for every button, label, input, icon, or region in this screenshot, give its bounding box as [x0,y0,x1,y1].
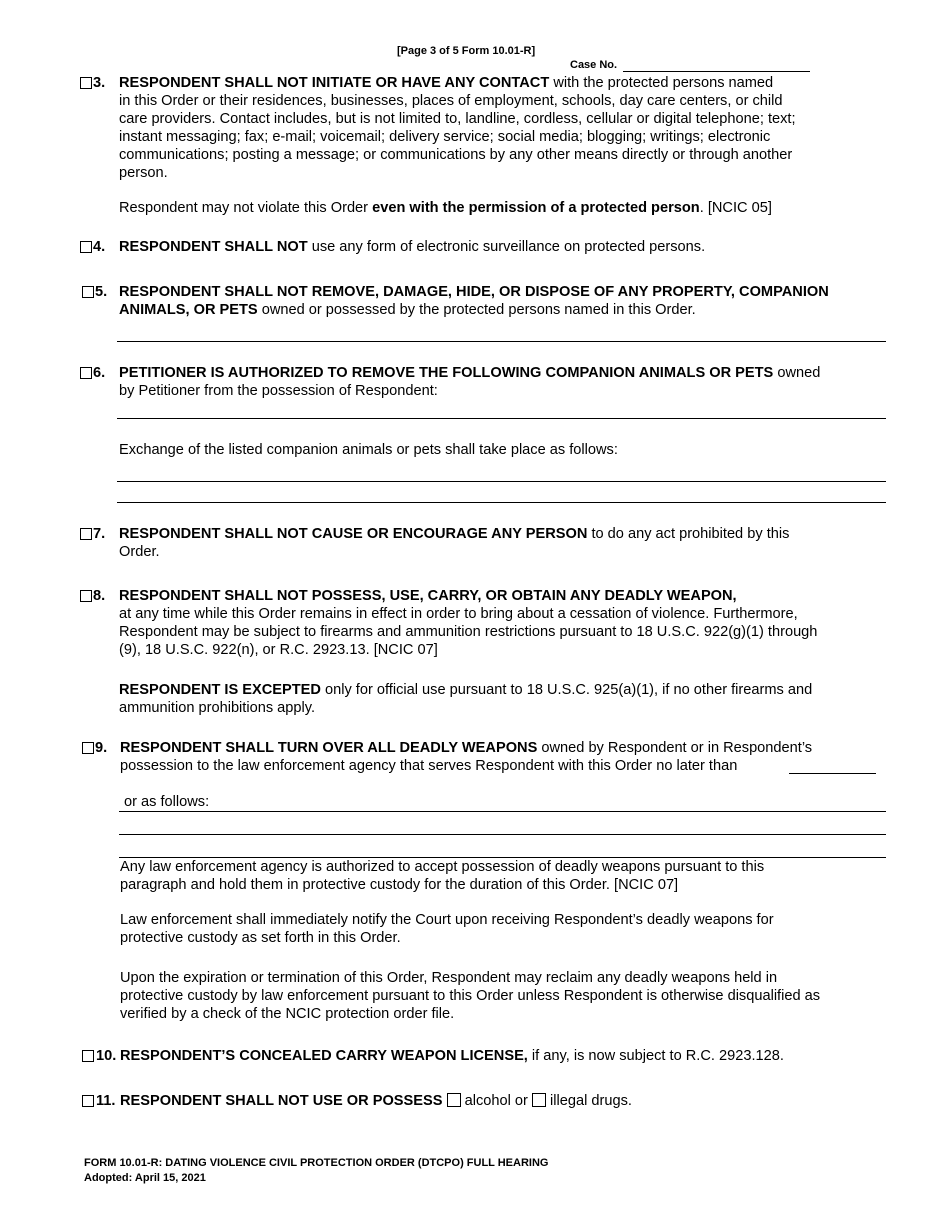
item-8-checkbox[interactable] [80,590,92,602]
item-9-custody-text: Any law enforcement agency is authorized to accept possession of deadly weapons pursuant to this paragraph and hold them in protective custody for the duration of this Order. [NCIC 07] [120,859,765,893]
item-3-heading: RESPONDENT SHALL NOT INITIATE OR HAVE ANY CONTACT [119,75,550,91]
item-9-or-as-follows: or as follows: [124,794,210,810]
item-11-number: 11. [96,1093,116,1109]
item-8-exception-text: RESPONDENT IS EXCEPTED only for official use pursuant to 18 U.S.C. 925(a)(1), if no other firearms and ammunition prohibitions apply. [119,682,813,716]
item-9-heading: RESPONDENT SHALL TURN OVER ALL DEADLY WEAPONS [120,740,538,756]
item-10-text: RESPONDENT’S CONCEALED CARRY WEAPON LICENSE, if any, is now subject to R.C. 2923.128. [120,1048,784,1064]
case-number-field[interactable] [623,71,810,72]
item-11-heading: RESPONDENT SHALL NOT USE OR POSSESS [120,1093,443,1109]
item-9-reclaim-text: Upon the expiration or termination of this Order, Respondent may reclaim any deadly weapons held in protective custody by law enforcement pursuant to this Order unless Respondent is otherwise disqualified as verified by a check of the NCIC protection order file. [120,970,821,1022]
item-5-checkbox[interactable] [82,286,94,298]
item-11-text [120,1092,880,1110]
item-8-heading: RESPONDENT SHALL NOT POSSESS, USE, CARRY, OR OBTAIN ANY DEADLY WEAPON, [119,588,737,604]
footer-form-title: FORM 10.01-R: DATING VIOLENCE CIVIL PROTECTION ORDER (DTCPO) FULL HEARING [84,1157,549,1169]
item-6-number: 6. [93,365,106,381]
item-4-checkbox[interactable] [80,241,92,253]
item-9-deadline-field[interactable] [789,773,876,774]
page-indicator: [Page 3 of 5 Form 10.01-R] [397,45,536,57]
item-6-exchange-text: Exchange of the listed companion animals or pets shall take place as follows: [119,442,618,458]
item-3-permission-note: Respondent may not violate this Order even with the permission of a protected person. [NCIC 05] [119,200,772,216]
item-6-text: PETITIONER IS AUTHORIZED TO REMOVE THE FOLLOWING COMPANION ANIMALS OR PETS owned by Petitioner from the possession of Respondent: [119,365,821,399]
item-5-blank-line[interactable] [117,341,886,342]
item-7-checkbox[interactable] [80,528,92,540]
item-6-pets-line[interactable] [117,418,886,419]
item-9-line-1[interactable] [119,811,886,812]
item-3-number: 3. [93,75,106,91]
item-7-heading: RESPONDENT SHALL NOT CAUSE OR ENCOURAGE ANY PERSON [119,526,588,542]
item-7-text: RESPONDENT SHALL NOT CAUSE OR ENCOURAGE ANY PERSON to do any act prohibited by this Order. [119,526,790,560]
item-5-number: 5. [95,284,108,300]
item-8-number: 8. [93,588,106,604]
item-4-number: 4. [93,239,106,255]
item-4-text: RESPONDENT SHALL NOT use any form of electronic surveillance on protected persons. [119,239,706,255]
item-10-checkbox[interactable] [82,1050,94,1062]
item-8-text: RESPONDENT SHALL NOT POSSESS, USE, CARRY, OR OBTAIN ANY DEADLY WEAPON, at any time while this Order remains in effect in order to bring about a cessation of violence. Furthermore, Respondent may be subject to firearms and ammunition restrictions pursuant to 18 U.S.C. 922(g)(1) through (9), 18 U.S.C. 922(n), or R.C. 2923.13. [NCIC 07] [119,588,818,658]
item-9-number: 9. [95,740,108,756]
item-3-text: RESPONDENT SHALL NOT INITIATE OR HAVE ANY CONTACT with the protected persons named in this Order or their residences, businesses, places of employment, schools, day care centers, or child care providers. Contact includes, but is not limited to, landline, cordless, cellular or digital telephone; text; instant messaging; fax; e-mail; voicemail; delivery service; social media; blogging; writings; electronic communications; posting a message; or communications by any other means directly or through another person. [119,75,796,181]
item-11-checkbox[interactable] [82,1095,94,1107]
item-9-notify-text: Law enforcement shall immediately notify the Court upon receiving Respondent’s deadly weapons for protective custody as set forth in this Order. [120,912,774,946]
item-10-number: 10. [96,1048,117,1064]
illegal-drugs-checkbox[interactable] [532,1093,546,1107]
item-9-text: RESPONDENT SHALL TURN OVER ALL DEADLY WEAPONS owned by Respondent or in Respondent’s possession to the law enforcement agency that serves Respondent with this Order no later than [120,740,813,774]
item-6-exchange-line-2[interactable] [117,502,886,503]
item-10-heading: RESPONDENT’S CONCEALED CARRY WEAPON LICENSE, [120,1048,528,1064]
item-5-heading: RESPONDENT SHALL NOT REMOVE, DAMAGE, HIDE, OR DISPOSE OF ANY PROPERTY, COMPANION [119,284,829,300]
item-6-checkbox[interactable] [80,367,92,379]
item-6-heading: PETITIONER IS AUTHORIZED TO REMOVE THE FOLLOWING COMPANION ANIMALS OR PETS [119,365,774,381]
item-3-checkbox[interactable] [80,77,92,89]
item-9-line-2[interactable] [119,834,886,835]
item-4-heading: RESPONDENT SHALL NOT [119,239,308,255]
footer-adopted-date: Adopted: April 15, 2021 [84,1172,206,1184]
illegal-drugs-label: illegal drugs. [550,1093,632,1109]
item-5-text: RESPONDENT SHALL NOT REMOVE, DAMAGE, HIDE, OR DISPOSE OF ANY PROPERTY, COMPANION ANIMALS, OR PETS owned or possessed by the protected persons named in this Order. [119,284,829,318]
alcohol-label: alcohol or [464,1093,528,1109]
case-number-label: Case No. [570,59,618,71]
alcohol-checkbox[interactable] [447,1093,461,1107]
item-7-number: 7. [93,526,106,542]
item-9-checkbox[interactable] [82,742,94,754]
item-6-exchange-line-1[interactable] [117,481,886,482]
